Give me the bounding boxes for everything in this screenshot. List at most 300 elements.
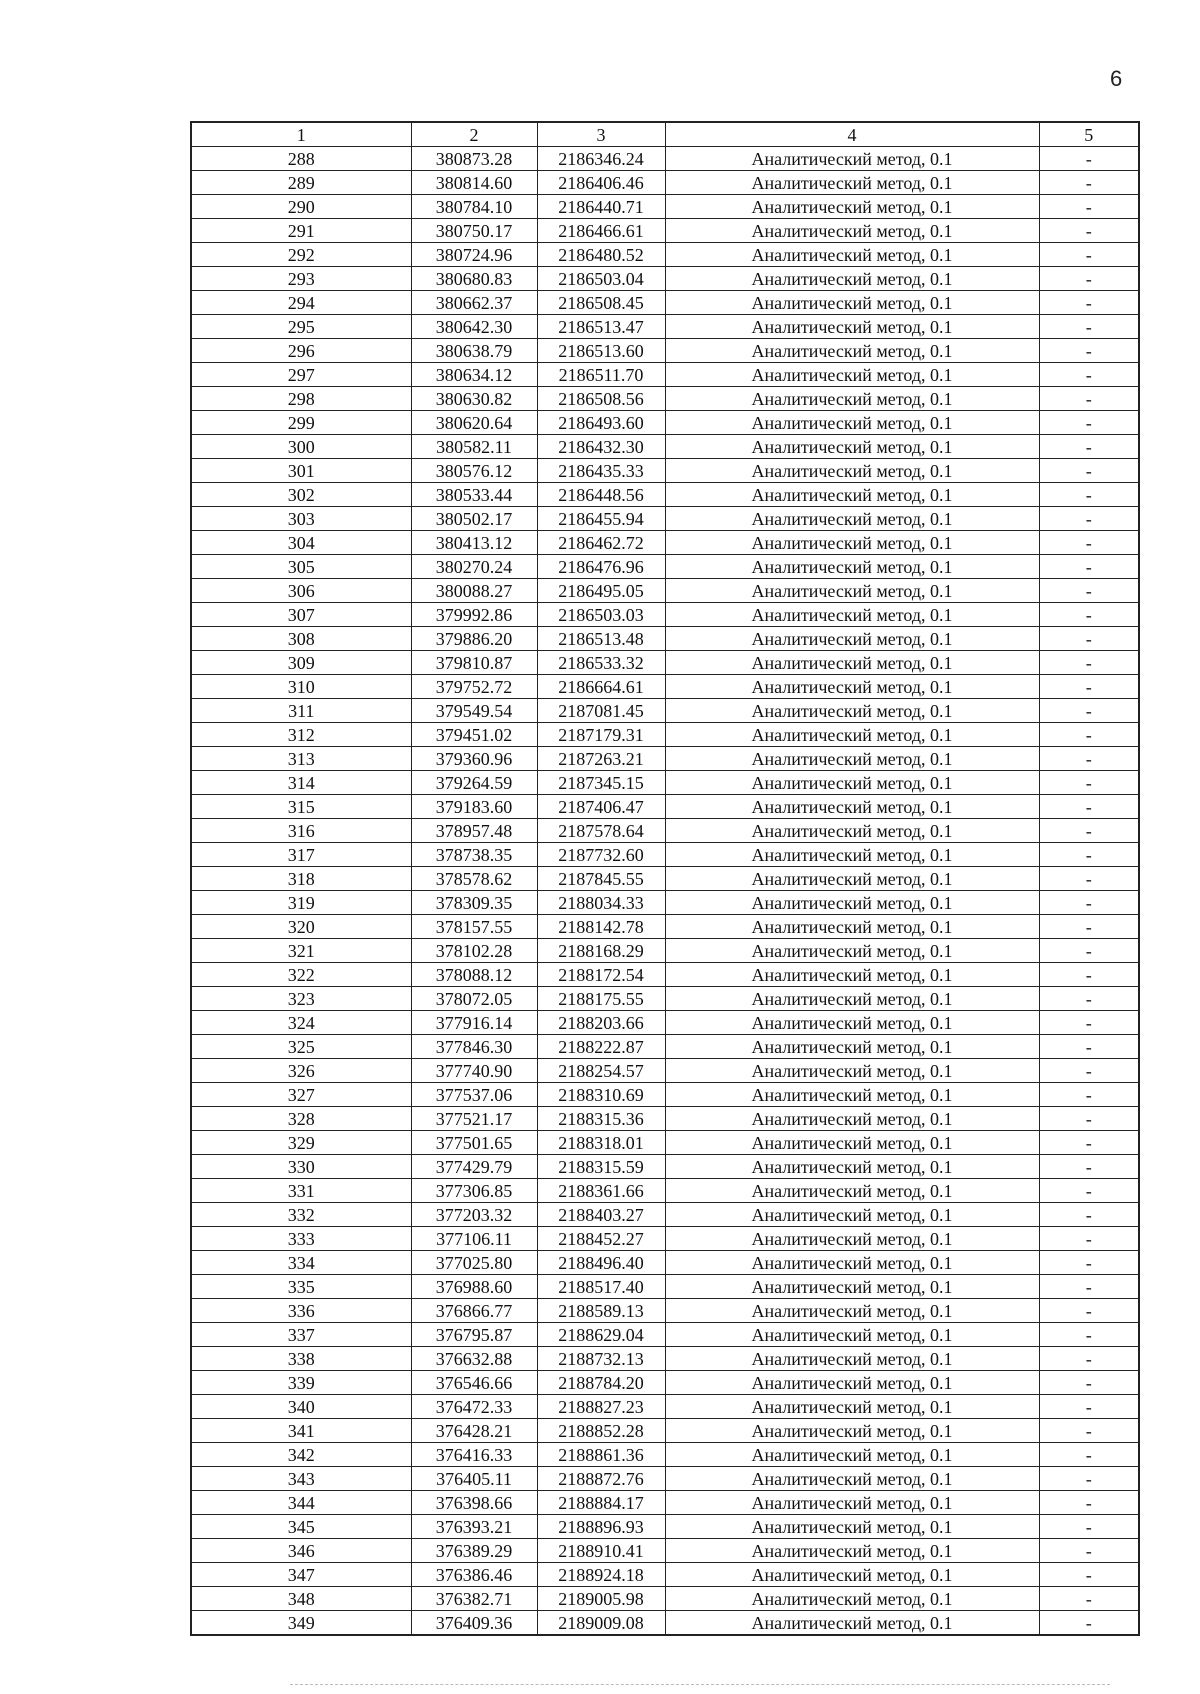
table-row <box>191 1011 1139 1035</box>
table-row <box>191 1467 1139 1491</box>
cell-x: 377740.90 <box>411 1059 537 1083</box>
cell-y: 2186503.04 <box>537 267 665 291</box>
cell-x: 379451.02 <box>411 723 537 747</box>
cell-method: Аналитический метод, 0.1 <box>665 1515 1039 1539</box>
cell-method: Аналитический метод, 0.1 <box>665 1035 1039 1059</box>
cell-x: 380662.37 <box>411 291 537 315</box>
cell-point-number: 300 <box>191 435 411 459</box>
cell-description: - <box>1039 1059 1139 1083</box>
cell-point-number: 339 <box>191 1371 411 1395</box>
cell-point-number: 338 <box>191 1347 411 1371</box>
cell-x: 379183.60 <box>411 795 537 819</box>
cell-method: Аналитический метод, 0.1 <box>665 483 1039 507</box>
cell-method: Аналитический метод, 0.1 <box>665 1491 1039 1515</box>
table-row <box>191 459 1139 483</box>
cell-description: - <box>1039 1467 1139 1491</box>
cell-description: - <box>1039 411 1139 435</box>
cell-description: - <box>1039 1563 1139 1587</box>
cell-description: - <box>1039 867 1139 891</box>
cell-y: 2189009.08 <box>537 1611 665 1636</box>
cell-point-number: 310 <box>191 675 411 699</box>
cell-y: 2188452.27 <box>537 1227 665 1251</box>
cell-description: - <box>1039 339 1139 363</box>
cell-y: 2188310.69 <box>537 1083 665 1107</box>
cell-x: 378088.12 <box>411 963 537 987</box>
cell-method: Аналитический метод, 0.1 <box>665 555 1039 579</box>
table-row <box>191 1155 1139 1179</box>
cell-x: 380724.96 <box>411 243 537 267</box>
table-row <box>191 147 1139 171</box>
cell-method: Аналитический метод, 0.1 <box>665 843 1039 867</box>
cell-point-number: 297 <box>191 363 411 387</box>
cell-method: Аналитический метод, 0.1 <box>665 1227 1039 1251</box>
cell-method: Аналитический метод, 0.1 <box>665 1347 1039 1371</box>
cell-method: Аналитический метод, 0.1 <box>665 435 1039 459</box>
cell-x: 376472.33 <box>411 1395 537 1419</box>
cell-point-number: 332 <box>191 1203 411 1227</box>
cell-description: - <box>1039 987 1139 1011</box>
cell-point-number: 298 <box>191 387 411 411</box>
cell-point-number: 308 <box>191 627 411 651</box>
table-row <box>191 1491 1139 1515</box>
cell-method: Аналитический метод, 0.1 <box>665 411 1039 435</box>
cell-x: 376398.66 <box>411 1491 537 1515</box>
table-row <box>191 627 1139 651</box>
table-row <box>191 843 1139 867</box>
cell-point-number: 301 <box>191 459 411 483</box>
table-row <box>191 1515 1139 1539</box>
table-body <box>191 147 1139 1636</box>
cell-method: Аналитический метод, 0.1 <box>665 1323 1039 1347</box>
cell-point-number: 315 <box>191 795 411 819</box>
cell-description: - <box>1039 771 1139 795</box>
cell-point-number: 345 <box>191 1515 411 1539</box>
cell-y: 2188910.41 <box>537 1539 665 1563</box>
cell-method: Аналитический метод, 0.1 <box>665 1179 1039 1203</box>
cell-x: 378957.48 <box>411 819 537 843</box>
cell-x: 379264.59 <box>411 771 537 795</box>
cell-description: - <box>1039 483 1139 507</box>
table-row <box>191 363 1139 387</box>
table-row <box>191 867 1139 891</box>
cell-description: - <box>1039 1083 1139 1107</box>
cell-description: - <box>1039 627 1139 651</box>
cell-y: 2188861.36 <box>537 1443 665 1467</box>
table-row <box>191 747 1139 771</box>
coordinates-table <box>190 121 1140 1636</box>
cell-method: Аналитический метод, 0.1 <box>665 891 1039 915</box>
cell-description: - <box>1039 267 1139 291</box>
cell-y: 2188517.40 <box>537 1275 665 1299</box>
cell-x: 380620.64 <box>411 411 537 435</box>
cell-description: - <box>1039 1323 1139 1347</box>
cell-description: - <box>1039 915 1139 939</box>
scan-artifact-line <box>290 1684 1110 1685</box>
cell-description: - <box>1039 675 1139 699</box>
cell-point-number: 321 <box>191 939 411 963</box>
cell-description: - <box>1039 459 1139 483</box>
cell-description: - <box>1039 1227 1139 1251</box>
cell-y: 2186462.72 <box>537 531 665 555</box>
cell-description: - <box>1039 1251 1139 1275</box>
cell-description: - <box>1039 195 1139 219</box>
cell-method: Аналитический метод, 0.1 <box>665 339 1039 363</box>
cell-x: 378309.35 <box>411 891 537 915</box>
cell-method: Аналитический метод, 0.1 <box>665 939 1039 963</box>
header-cell-point-number: 1 <box>191 122 411 147</box>
cell-y: 2187263.21 <box>537 747 665 771</box>
cell-x: 380784.10 <box>411 195 537 219</box>
cell-y: 2187578.64 <box>537 819 665 843</box>
cell-y: 2188318.01 <box>537 1131 665 1155</box>
cell-x: 377521.17 <box>411 1107 537 1131</box>
cell-method: Аналитический метод, 0.1 <box>665 819 1039 843</box>
cell-point-number: 329 <box>191 1131 411 1155</box>
table-row <box>191 1419 1139 1443</box>
cell-point-number: 304 <box>191 531 411 555</box>
table-row <box>191 1227 1139 1251</box>
cell-method: Аналитический метод, 0.1 <box>665 987 1039 1011</box>
cell-method: Аналитический метод, 0.1 <box>665 579 1039 603</box>
cell-point-number: 306 <box>191 579 411 603</box>
cell-description: - <box>1039 819 1139 843</box>
table-row <box>191 507 1139 531</box>
cell-x: 377106.11 <box>411 1227 537 1251</box>
cell-x: 379549.54 <box>411 699 537 723</box>
cell-method: Аналитический метод, 0.1 <box>665 1131 1039 1155</box>
cell-description: - <box>1039 1011 1139 1035</box>
cell-description: - <box>1039 723 1139 747</box>
table-row <box>191 1539 1139 1563</box>
cell-description: - <box>1039 1371 1139 1395</box>
cell-x: 380638.79 <box>411 339 537 363</box>
cell-y: 2186476.96 <box>537 555 665 579</box>
cell-method: Аналитический метод, 0.1 <box>665 795 1039 819</box>
cell-point-number: 326 <box>191 1059 411 1083</box>
table-row <box>191 1275 1139 1299</box>
table-row <box>191 411 1139 435</box>
cell-method: Аналитический метод, 0.1 <box>665 675 1039 699</box>
cell-y: 2188034.33 <box>537 891 665 915</box>
cell-x: 379360.96 <box>411 747 537 771</box>
cell-y: 2186508.45 <box>537 291 665 315</box>
table-row <box>191 243 1139 267</box>
cell-x: 376632.88 <box>411 1347 537 1371</box>
table-header <box>191 122 1139 147</box>
cell-method: Аналитический метод, 0.1 <box>665 747 1039 771</box>
cell-y: 2188142.78 <box>537 915 665 939</box>
cell-point-number: 290 <box>191 195 411 219</box>
cell-y: 2187406.47 <box>537 795 665 819</box>
cell-description: - <box>1039 1107 1139 1131</box>
cell-y: 2186406.46 <box>537 171 665 195</box>
cell-description: - <box>1039 507 1139 531</box>
table-row <box>191 699 1139 723</box>
cell-x: 380873.28 <box>411 147 537 171</box>
cell-x: 380814.60 <box>411 171 537 195</box>
cell-method: Аналитический метод, 0.1 <box>665 291 1039 315</box>
cell-x: 377025.80 <box>411 1251 537 1275</box>
table-row <box>191 603 1139 627</box>
cell-point-number: 296 <box>191 339 411 363</box>
cell-y: 2187732.60 <box>537 843 665 867</box>
table-row <box>191 987 1139 1011</box>
cell-description: - <box>1039 843 1139 867</box>
cell-x: 377203.32 <box>411 1203 537 1227</box>
cell-description: - <box>1039 579 1139 603</box>
cell-method: Аналитический метод, 0.1 <box>665 387 1039 411</box>
cell-point-number: 327 <box>191 1083 411 1107</box>
cell-point-number: 307 <box>191 603 411 627</box>
cell-y: 2189005.98 <box>537 1587 665 1611</box>
cell-method: Аналитический метод, 0.1 <box>665 771 1039 795</box>
cell-y: 2188203.66 <box>537 1011 665 1035</box>
cell-y: 2186513.60 <box>537 339 665 363</box>
cell-description: - <box>1039 315 1139 339</box>
cell-point-number: 349 <box>191 1611 411 1636</box>
cell-y: 2188175.55 <box>537 987 665 1011</box>
cell-y: 2188254.57 <box>537 1059 665 1083</box>
table-row <box>191 1611 1139 1636</box>
cell-point-number: 313 <box>191 747 411 771</box>
cell-x: 378072.05 <box>411 987 537 1011</box>
cell-x: 380642.30 <box>411 315 537 339</box>
cell-method: Аналитический метод, 0.1 <box>665 867 1039 891</box>
table-row <box>191 1083 1139 1107</box>
cell-description: - <box>1039 1587 1139 1611</box>
cell-method: Аналитический метод, 0.1 <box>665 1011 1039 1035</box>
cell-point-number: 299 <box>191 411 411 435</box>
cell-y: 2186432.30 <box>537 435 665 459</box>
cell-x: 378578.62 <box>411 867 537 891</box>
cell-method: Аналитический метод, 0.1 <box>665 507 1039 531</box>
cell-point-number: 341 <box>191 1419 411 1443</box>
cell-description: - <box>1039 699 1139 723</box>
cell-y: 2186448.56 <box>537 483 665 507</box>
cell-point-number: 305 <box>191 555 411 579</box>
cell-point-number: 317 <box>191 843 411 867</box>
cell-x: 380088.27 <box>411 579 537 603</box>
cell-y: 2188222.87 <box>537 1035 665 1059</box>
cell-description: - <box>1039 1491 1139 1515</box>
cell-y: 2188315.36 <box>537 1107 665 1131</box>
cell-x: 379992.86 <box>411 603 537 627</box>
table-row <box>191 483 1139 507</box>
table-row <box>191 1323 1139 1347</box>
table-row <box>191 339 1139 363</box>
table-row <box>191 1563 1139 1587</box>
cell-y: 2186346.24 <box>537 147 665 171</box>
cell-y: 2186493.60 <box>537 411 665 435</box>
cell-point-number: 320 <box>191 915 411 939</box>
cell-x: 380680.83 <box>411 267 537 291</box>
cell-y: 2186503.03 <box>537 603 665 627</box>
cell-description: - <box>1039 555 1139 579</box>
cell-method: Аналитический метод, 0.1 <box>665 195 1039 219</box>
cell-y: 2188496.40 <box>537 1251 665 1275</box>
cell-description: - <box>1039 1155 1139 1179</box>
cell-method: Аналитический метод, 0.1 <box>665 363 1039 387</box>
cell-method: Аналитический метод, 0.1 <box>665 1275 1039 1299</box>
cell-x: 376405.11 <box>411 1467 537 1491</box>
cell-description: - <box>1039 435 1139 459</box>
cell-x: 380413.12 <box>411 531 537 555</box>
cell-y: 2188872.76 <box>537 1467 665 1491</box>
cell-x: 378102.28 <box>411 939 537 963</box>
cell-point-number: 340 <box>191 1395 411 1419</box>
cell-x: 377501.65 <box>411 1131 537 1155</box>
cell-point-number: 316 <box>191 819 411 843</box>
cell-x: 376416.33 <box>411 1443 537 1467</box>
cell-description: - <box>1039 243 1139 267</box>
cell-y: 2186508.56 <box>537 387 665 411</box>
cell-method: Аналитический метод, 0.1 <box>665 1203 1039 1227</box>
cell-method: Аналитический метод, 0.1 <box>665 1155 1039 1179</box>
cell-point-number: 325 <box>191 1035 411 1059</box>
table-row <box>191 1371 1139 1395</box>
cell-x: 379886.20 <box>411 627 537 651</box>
cell-y: 2187081.45 <box>537 699 665 723</box>
cell-x: 377429.79 <box>411 1155 537 1179</box>
cell-description: - <box>1039 147 1139 171</box>
cell-description: - <box>1039 747 1139 771</box>
cell-point-number: 318 <box>191 867 411 891</box>
cell-description: - <box>1039 387 1139 411</box>
cell-description: - <box>1039 171 1139 195</box>
header-cell-method: 4 <box>665 122 1039 147</box>
cell-y: 2186435.33 <box>537 459 665 483</box>
cell-point-number: 343 <box>191 1467 411 1491</box>
cell-method: Аналитический метод, 0.1 <box>665 315 1039 339</box>
cell-description: - <box>1039 291 1139 315</box>
cell-point-number: 311 <box>191 699 411 723</box>
cell-x: 378738.35 <box>411 843 537 867</box>
cell-y: 2186533.32 <box>537 651 665 675</box>
cell-method: Аналитический метод, 0.1 <box>665 147 1039 171</box>
table-row <box>191 819 1139 843</box>
cell-method: Аналитический метод, 0.1 <box>665 243 1039 267</box>
cell-description: - <box>1039 1275 1139 1299</box>
cell-point-number: 288 <box>191 147 411 171</box>
cell-method: Аналитический метод, 0.1 <box>665 627 1039 651</box>
cell-y: 2186513.47 <box>537 315 665 339</box>
cell-point-number: 334 <box>191 1251 411 1275</box>
cell-x: 380634.12 <box>411 363 537 387</box>
cell-method: Аналитический метод, 0.1 <box>665 1443 1039 1467</box>
cell-method: Аналитический метод, 0.1 <box>665 1083 1039 1107</box>
cell-description: - <box>1039 891 1139 915</box>
cell-y: 2188827.23 <box>537 1395 665 1419</box>
cell-method: Аналитический метод, 0.1 <box>665 1395 1039 1419</box>
table-row <box>191 891 1139 915</box>
table-row <box>191 1443 1139 1467</box>
table-row <box>191 1587 1139 1611</box>
cell-x: 377537.06 <box>411 1083 537 1107</box>
cell-x: 376386.46 <box>411 1563 537 1587</box>
table-row <box>191 1035 1139 1059</box>
cell-method: Аналитический метод, 0.1 <box>665 1059 1039 1083</box>
cell-x: 376546.66 <box>411 1371 537 1395</box>
cell-point-number: 336 <box>191 1299 411 1323</box>
table-row <box>191 1395 1139 1419</box>
cell-method: Аналитический метод, 0.1 <box>665 651 1039 675</box>
cell-point-number: 294 <box>191 291 411 315</box>
cell-x: 380502.17 <box>411 507 537 531</box>
cell-x: 379752.72 <box>411 675 537 699</box>
cell-point-number: 303 <box>191 507 411 531</box>
cell-y: 2186513.48 <box>537 627 665 651</box>
cell-point-number: 347 <box>191 1563 411 1587</box>
cell-description: - <box>1039 531 1139 555</box>
table-row <box>191 771 1139 795</box>
cell-y: 2186664.61 <box>537 675 665 699</box>
cell-method: Аналитический метод, 0.1 <box>665 219 1039 243</box>
cell-y: 2186480.52 <box>537 243 665 267</box>
cell-x: 380630.82 <box>411 387 537 411</box>
table-row <box>191 1203 1139 1227</box>
cell-y: 2188168.29 <box>537 939 665 963</box>
cell-x: 376795.87 <box>411 1323 537 1347</box>
cell-point-number: 335 <box>191 1275 411 1299</box>
cell-point-number: 292 <box>191 243 411 267</box>
cell-description: - <box>1039 1131 1139 1155</box>
cell-point-number: 344 <box>191 1491 411 1515</box>
cell-y: 2188784.20 <box>537 1371 665 1395</box>
cell-method: Аналитический метод, 0.1 <box>665 1563 1039 1587</box>
cell-point-number: 337 <box>191 1323 411 1347</box>
cell-method: Аналитический метод, 0.1 <box>665 963 1039 987</box>
cell-x: 376866.77 <box>411 1299 537 1323</box>
cell-y: 2188896.93 <box>537 1515 665 1539</box>
cell-point-number: 291 <box>191 219 411 243</box>
table-row <box>191 387 1139 411</box>
cell-x: 380533.44 <box>411 483 537 507</box>
cell-method: Аналитический метод, 0.1 <box>665 1371 1039 1395</box>
cell-point-number: 333 <box>191 1227 411 1251</box>
table-row <box>191 1131 1139 1155</box>
cell-point-number: 331 <box>191 1179 411 1203</box>
cell-description: - <box>1039 1539 1139 1563</box>
cell-point-number: 348 <box>191 1587 411 1611</box>
cell-description: - <box>1039 1203 1139 1227</box>
cell-method: Аналитический метод, 0.1 <box>665 1467 1039 1491</box>
cell-description: - <box>1039 1611 1139 1636</box>
cell-x: 380576.12 <box>411 459 537 483</box>
cell-y: 2188315.59 <box>537 1155 665 1179</box>
table-row <box>191 1299 1139 1323</box>
cell-description: - <box>1039 1347 1139 1371</box>
cell-point-number: 309 <box>191 651 411 675</box>
cell-description: - <box>1039 795 1139 819</box>
header-cell-description: 5 <box>1039 122 1139 147</box>
header-cell-y: 3 <box>537 122 665 147</box>
table-row <box>191 723 1139 747</box>
cell-description: - <box>1039 939 1139 963</box>
cell-method: Аналитический метод, 0.1 <box>665 699 1039 723</box>
cell-method: Аналитический метод, 0.1 <box>665 1107 1039 1131</box>
header-row <box>191 122 1139 147</box>
cell-description: - <box>1039 603 1139 627</box>
cell-method: Аналитический метод, 0.1 <box>665 459 1039 483</box>
cell-x: 376988.60 <box>411 1275 537 1299</box>
cell-point-number: 314 <box>191 771 411 795</box>
cell-y: 2188172.54 <box>537 963 665 987</box>
cell-description: - <box>1039 363 1139 387</box>
cell-x: 380270.24 <box>411 555 537 579</box>
cell-description: - <box>1039 1179 1139 1203</box>
cell-point-number: 295 <box>191 315 411 339</box>
cell-x: 376409.36 <box>411 1611 537 1636</box>
